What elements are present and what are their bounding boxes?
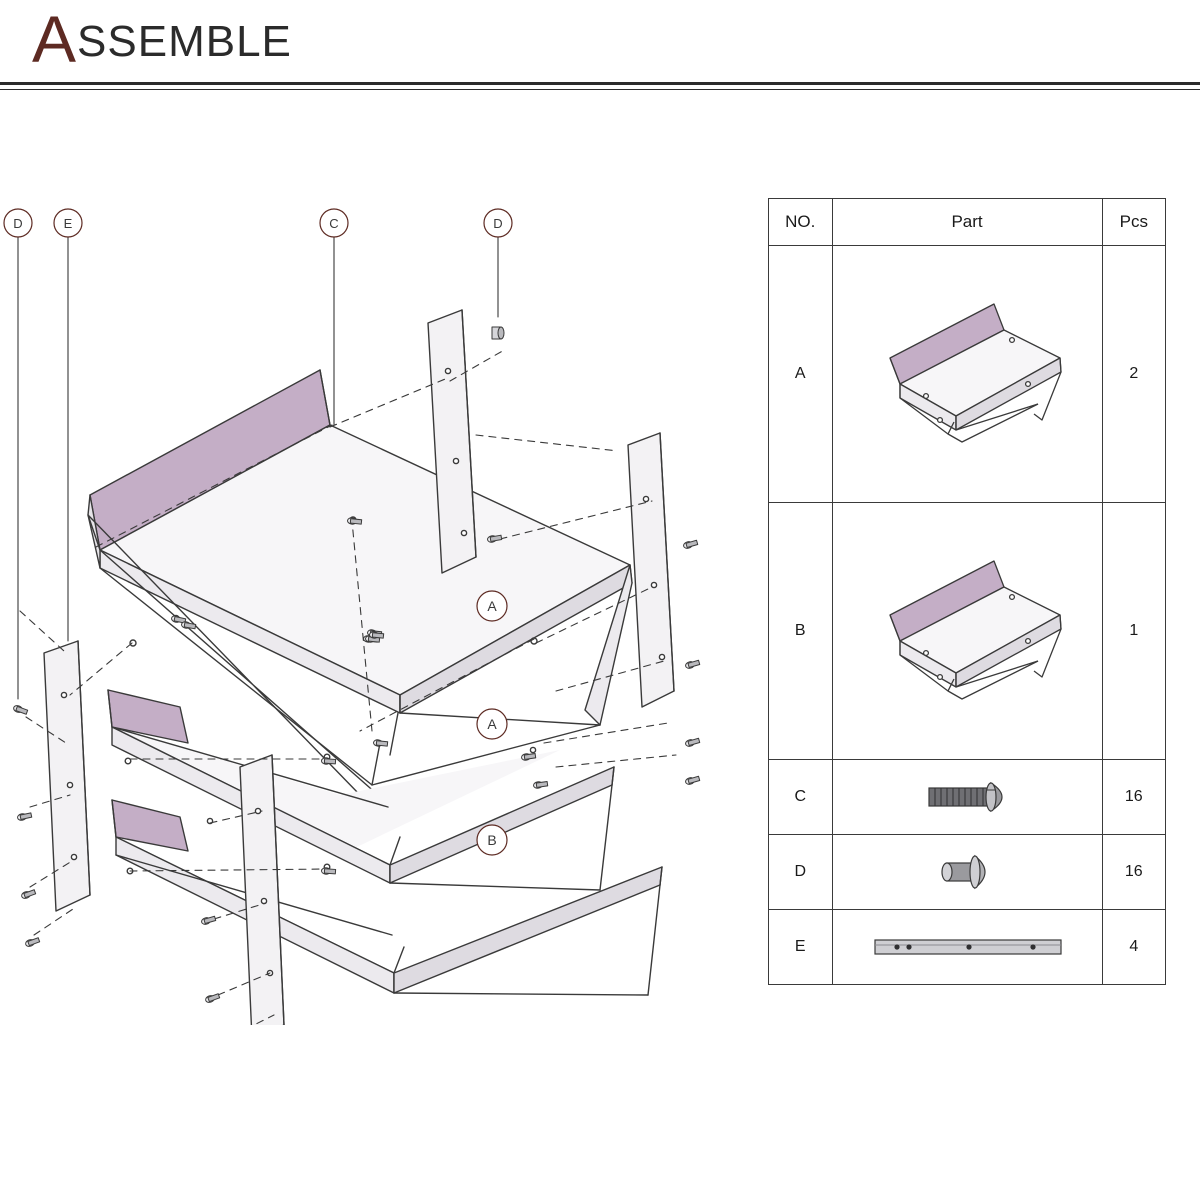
part-figure-rail-e xyxy=(832,910,1102,985)
svg-text:A: A xyxy=(487,598,497,614)
table-row xyxy=(769,503,1166,760)
part-no-c: C xyxy=(769,760,833,835)
parts-list-table xyxy=(768,198,1166,985)
column-header-part: Part xyxy=(832,199,1102,246)
column-header-no: NO. xyxy=(769,199,833,246)
part-no-a: A xyxy=(769,246,833,503)
table-header-row xyxy=(769,199,1166,246)
header-divider-thick xyxy=(0,82,1200,85)
part-figure-screw-c xyxy=(832,760,1102,835)
part-figure-tray-a xyxy=(832,246,1102,503)
part-no-e: E xyxy=(769,910,833,985)
column-header-pcs: Pcs xyxy=(1102,199,1165,246)
part-pcs-e: 4 xyxy=(1102,910,1165,985)
part-pcs-c: 16 xyxy=(1102,760,1165,835)
table-row xyxy=(769,835,1166,910)
part-pcs-d: 16 xyxy=(1102,835,1165,910)
svg-text:E: E xyxy=(63,216,73,231)
table-row xyxy=(769,910,1166,985)
page-title-text: SSEMBLE xyxy=(77,17,292,66)
svg-text:D: D xyxy=(13,216,23,231)
table-row xyxy=(769,760,1166,835)
part-pcs-b: 1 xyxy=(1102,503,1165,760)
svg-text:D: D xyxy=(493,216,503,231)
part-figure-tray-b xyxy=(832,503,1102,760)
part-figure-nut-d xyxy=(832,835,1102,910)
assembly-exploded-diagram xyxy=(0,95,760,1025)
svg-text:C: C xyxy=(329,216,339,231)
header-divider-thin xyxy=(0,89,1200,90)
part-no-b: B xyxy=(769,503,833,760)
part-no-d: D xyxy=(769,835,833,910)
page-title-drop-cap: A xyxy=(32,2,78,76)
table-row xyxy=(769,246,1166,503)
svg-text:B: B xyxy=(487,832,497,848)
svg-text:A: A xyxy=(487,716,497,732)
page-title xyxy=(32,2,292,76)
page-header xyxy=(0,0,1200,90)
part-pcs-a: 2 xyxy=(1102,246,1165,503)
